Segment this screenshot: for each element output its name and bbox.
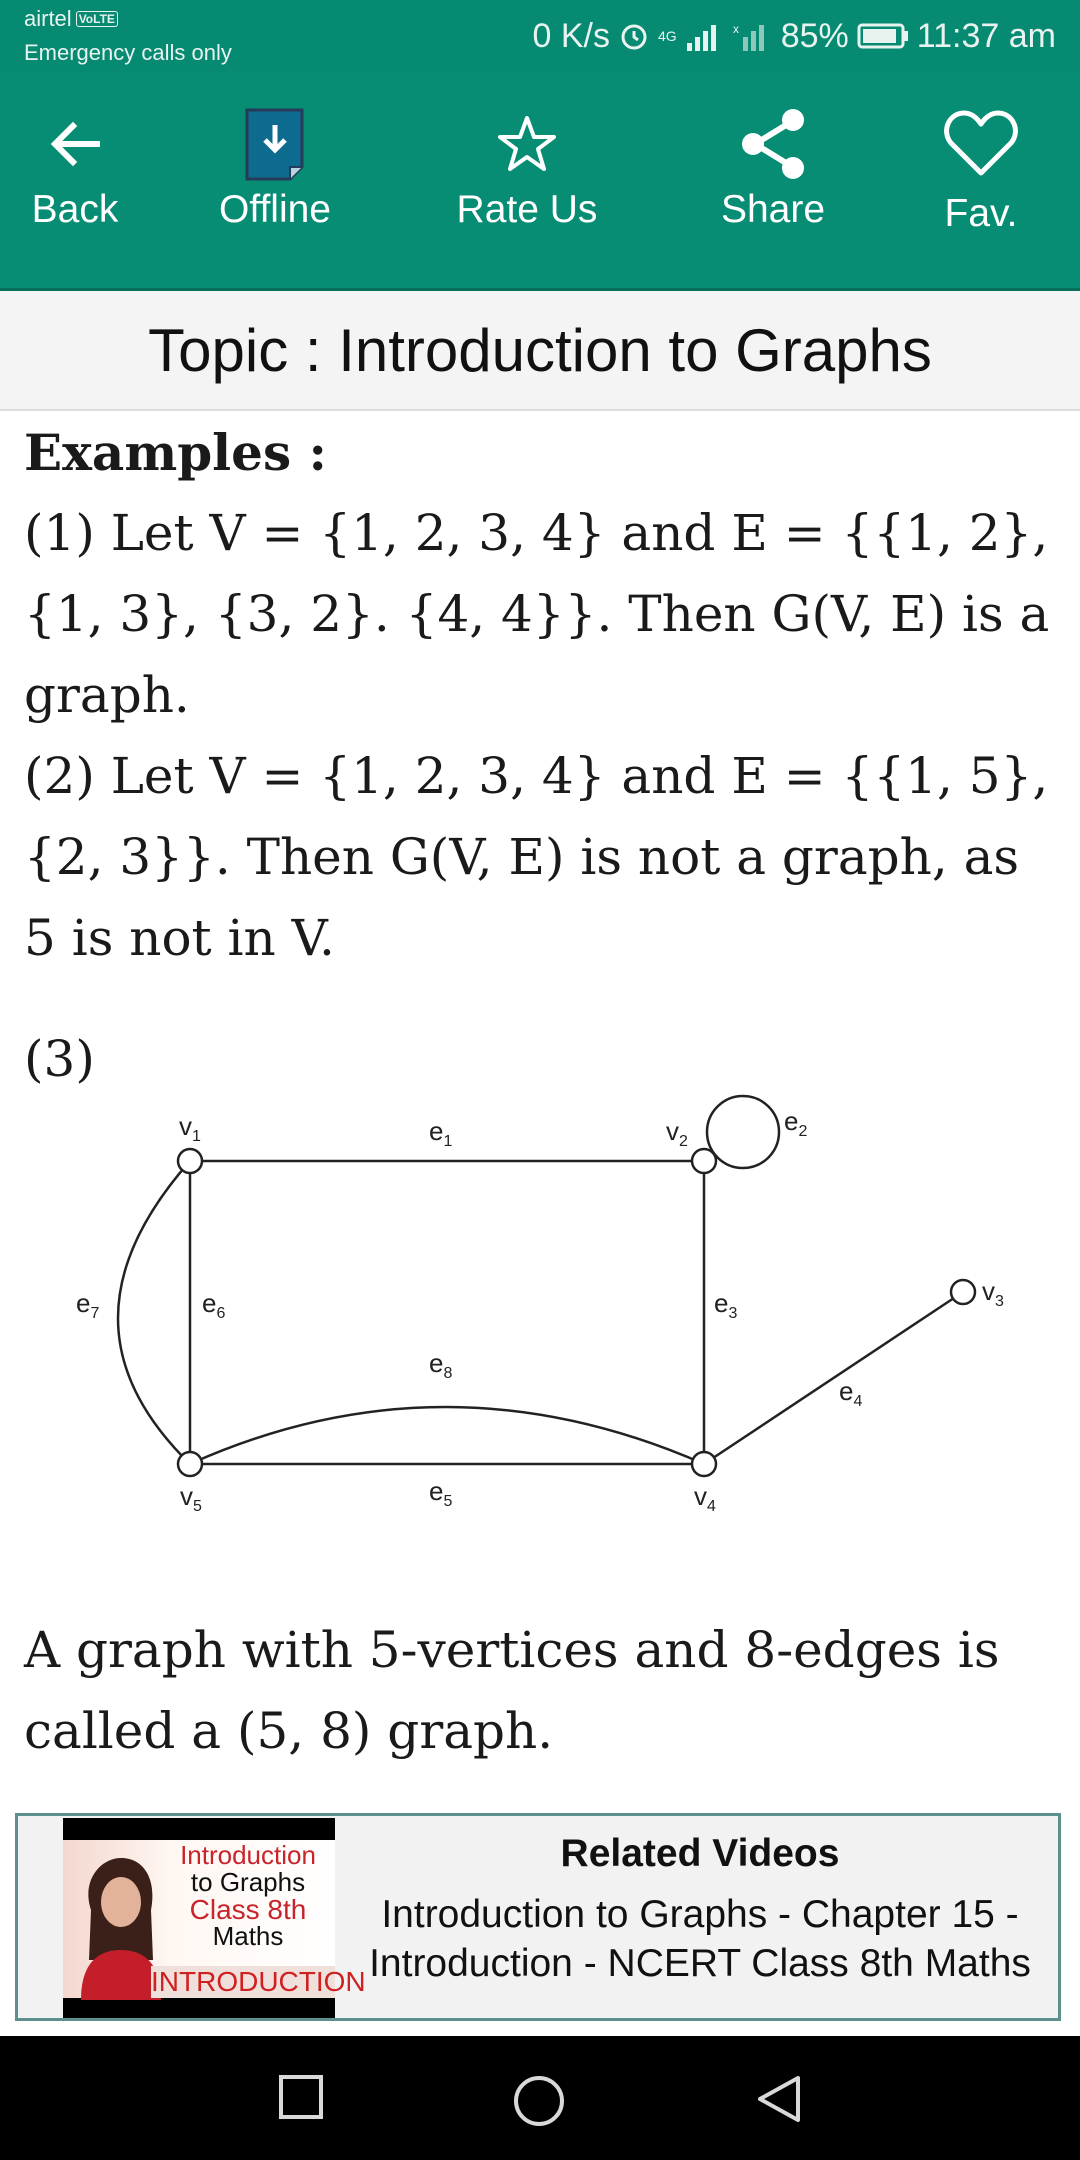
edge-e2-loop xyxy=(707,1096,779,1168)
edge-label-e6: $e_6$ xyxy=(202,1288,226,1322)
vertex-v1 xyxy=(178,1149,202,1173)
edge-e4 xyxy=(704,1292,963,1464)
navigation-bar xyxy=(0,2036,1080,2160)
vertex-label-v1: $v_1$ xyxy=(179,1111,201,1145)
vertex-label-v4: $v_4$ xyxy=(694,1481,716,1515)
signal-icon xyxy=(685,21,725,51)
edge-label-e1: $e_1$ xyxy=(429,1116,453,1150)
edge-label-e2: $e_2$ xyxy=(784,1106,808,1140)
edge-label-e7: $e_7$ xyxy=(76,1288,100,1322)
rate-us-button[interactable] xyxy=(442,104,612,232)
favorite-label: Fav. xyxy=(944,192,1018,235)
thumb-line-3: Class 8th xyxy=(189,1894,307,1925)
vertex-v4 xyxy=(692,1452,716,1476)
favorite-button[interactable] xyxy=(896,104,1066,236)
arrow-left-icon xyxy=(45,114,105,174)
back-label: Back xyxy=(31,188,119,231)
thumb-banner: INTRODUCTION xyxy=(151,1966,366,1997)
recent-apps-icon[interactable] xyxy=(278,2074,324,2120)
battery-icon xyxy=(857,22,909,50)
topic-header xyxy=(0,291,1080,411)
graph-caption: A graph with 5-vertices and 8-edges is called a (5, 8) graph. xyxy=(24,1621,1000,1760)
offline-button[interactable] xyxy=(190,104,360,232)
examples-heading: Examples : xyxy=(24,423,328,482)
svg-text:x: x xyxy=(732,22,739,36)
edge-label-e4: $e_4$ xyxy=(839,1376,863,1410)
lesson-content xyxy=(24,412,1064,1100)
share-icon xyxy=(735,106,811,182)
emergency-text: Emergency calls only xyxy=(24,40,232,65)
thumb-line-4: Maths xyxy=(212,1921,284,1951)
carrier-label xyxy=(24,6,118,32)
volte-badge: VoLTE xyxy=(76,11,118,27)
video-thumbnail[interactable] xyxy=(63,1818,366,2018)
vertex-v3 xyxy=(951,1280,975,1304)
network-type: 4G xyxy=(658,28,677,44)
alarm-icon xyxy=(618,20,650,52)
related-videos-heading: Related Videos xyxy=(560,1832,840,1875)
status-bar xyxy=(0,0,1080,72)
thumb-line-2: to Graphs xyxy=(190,1867,306,1897)
network-speed: 0 K/s xyxy=(532,16,610,55)
home-icon[interactable] xyxy=(512,2074,566,2128)
edge-e8 xyxy=(190,1407,704,1464)
status-indicators xyxy=(533,14,1056,58)
rate-us-label: Rate Us xyxy=(456,188,598,231)
download-file-icon xyxy=(244,107,306,181)
edge-label-e8: $e_8$ xyxy=(429,1348,453,1382)
clock: 11:37 am xyxy=(916,16,1056,55)
share-label: Share xyxy=(720,188,826,231)
thumb-line-1: Introduction xyxy=(180,1840,316,1870)
related-videos-card[interactable] xyxy=(15,1813,1061,2021)
related-video-title[interactable]: Introduction to Graphs - Chapter 15 - Introduction - NCERT Class 8th Maths xyxy=(369,1893,1031,1985)
carrier-name: airtel xyxy=(24,6,72,31)
example-3-label: (3) xyxy=(24,1030,95,1088)
example-2-text: (2) Let V = {1, 2, 3, 4} and E = {{1, 5}, {2, 3}}. Then G(V, E) is not a graph, as 5 is not in V. xyxy=(24,747,1049,967)
edge-label-e3: $e_3$ xyxy=(714,1288,738,1322)
vertex-label-v5: $v_5$ xyxy=(180,1481,202,1515)
back-nav-icon[interactable] xyxy=(756,2074,802,2124)
page-title: Topic : Introduction to Graphs xyxy=(148,316,932,384)
offline-label: Offline xyxy=(218,188,331,231)
vertex-v2 xyxy=(692,1149,716,1173)
graph-diagram xyxy=(24,1080,1054,1540)
vertex-label-v3: $v_3$ xyxy=(982,1276,1004,1310)
graph-svg xyxy=(24,1080,1054,1540)
vertex-label-v2: $v_2$ xyxy=(666,1116,688,1150)
star-icon xyxy=(495,112,559,176)
back-button[interactable] xyxy=(0,104,160,232)
example-1-text: (1) Let V = {1, 2, 3, 4} and E = {{1, 2}, {1, 3}, {3, 2}. {4, 4}}. Then G(V, E) is a graph. xyxy=(24,504,1050,724)
thumbnail-caption xyxy=(163,1842,333,1950)
edge-e7 xyxy=(118,1161,190,1464)
heart-icon xyxy=(943,109,1019,179)
vertex-v5 xyxy=(178,1452,202,1476)
toolbar xyxy=(0,72,1080,291)
battery-percent: 85% xyxy=(780,16,849,55)
edge-label-e5: $e_5$ xyxy=(429,1476,453,1510)
signal-icon-sim2 xyxy=(733,21,773,51)
share-button[interactable] xyxy=(688,104,858,232)
